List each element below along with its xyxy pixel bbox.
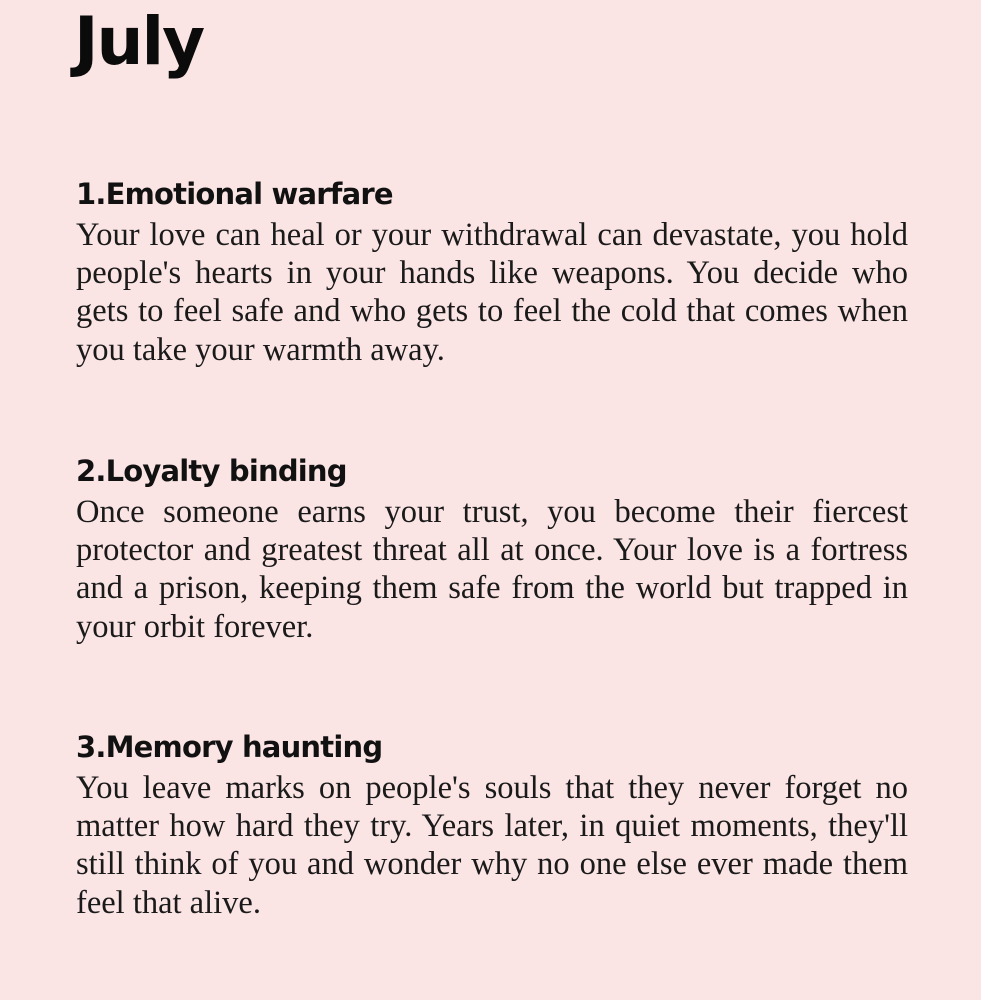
page-title: July bbox=[74, 3, 204, 80]
section-emotional-warfare bbox=[76, 172, 908, 369]
section-heading: 1.Emotional warfare bbox=[76, 177, 393, 211]
section-heading: 2.Loyalty binding bbox=[76, 454, 347, 488]
section-body: Once someone earns your trust, you become their fiercest protector and greatest threat all at once. Your love is a fortress and a prison, keeping them safe from the world but trapped in your orbit forever. bbox=[76, 494, 908, 645]
section-heading: 3.Memory haunting bbox=[76, 730, 383, 764]
section-body: You leave marks on people's souls that they never forget no matter how hard they try. Years later, in quiet moments, they'll still think of you and wonder why no one else ever made them feel that alive. bbox=[76, 770, 908, 921]
section-loyalty-binding bbox=[76, 449, 908, 646]
section-body: Your love can heal or your withdrawal can devastate, you hold people's hearts in your hands like weapons. You decide who gets to feel safe and who gets to feel the cold that comes when you take your warmth away. bbox=[76, 217, 908, 368]
section-memory-haunting bbox=[76, 725, 908, 922]
